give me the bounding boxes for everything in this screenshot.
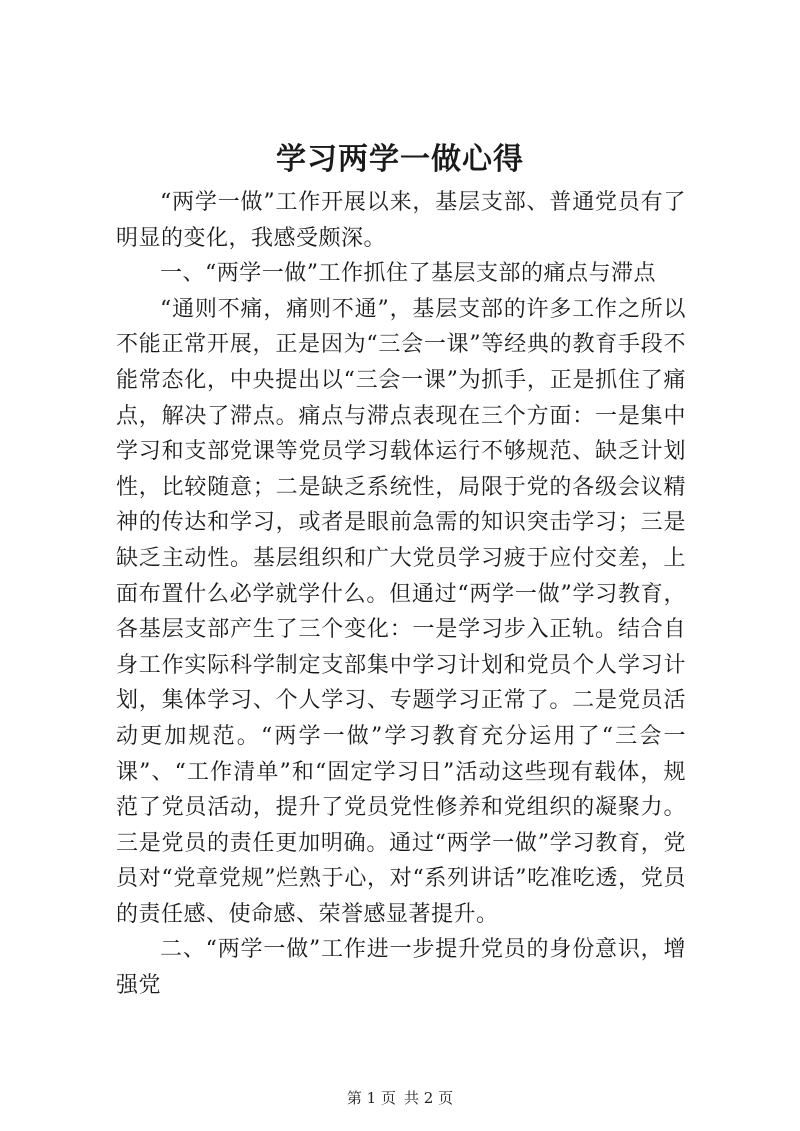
page-total: 共 2 页 — [404, 1089, 454, 1107]
paragraph-section-1: “通则不痛，痛则不通”，基层支部的许多工作之所以不能正常开展，正是因为“三会一课”等经典的教育手段不能常态化，中央提出以“三会一课”为抓手，正是抓住了痛点，解决了滞点。痛点与滞点表现在三个方面：一是集中学习和支部党课等党员学习载体运行不够规范、缺乏计划性，比较随意；二是缺乏系统性，局限于党的各级会议精神的传达和学习，或者是眼前急需的知识突击学习；三是缺乏主动性。基层组织和广大党员学习疲于应付交差，上面布置什么必学就学什么。但通过“两学一做”学习教育，各基层支部产生了三个变化：一是学习步入正轨。结合自身工作实际科学制定支部集中学习计划和党员个人学习计划，集体学习、个人学习、专题学习正常了。二是党员活动更加规范。“两学一做”学习教育充分运用了“三会一课”、“工作清单”和“固定学习日”活动这些现有载体，规范了党员活动，提升了党员党性修养和党组织的凝聚力。三是党员的责任更加明确。通过“两学一做”学习教育，党员对“党章党规”烂熟于心，对“系列讲话”吃准吃透，党员的责任感、使命感、荣誉感显著提升。 — [116, 296, 686, 927]
paragraph-intro: “两学一做”工作开展以来，基层支部、普通党员有了明显的变化，我感受颇深。 — [116, 190, 686, 251]
document-body — [116, 185, 686, 1004]
document-title: 学习两学一做心得 — [276, 142, 524, 177]
section-heading-2: 二、“两学一做”工作进一步提升党员的身份意识，增强党 — [116, 937, 686, 999]
page-number: 第 1 页 — [346, 1089, 396, 1107]
page-footer — [0, 1088, 800, 1108]
section-heading-1: 一、“两学一做”工作抓住了基层支部的痛点与滞点 — [160, 261, 656, 287]
